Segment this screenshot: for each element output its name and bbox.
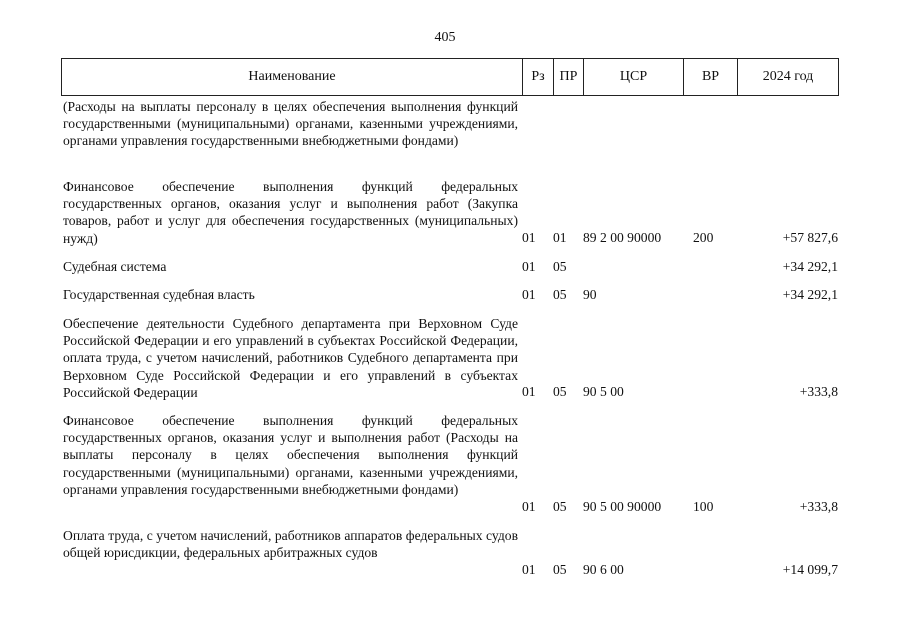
table-header (61, 58, 839, 96)
row-rz: 01 (522, 499, 536, 514)
row-pr: 05 (553, 562, 567, 577)
row-pr: 05 (553, 259, 567, 274)
row-pr: 05 (553, 499, 567, 514)
row-vr: 100 (693, 499, 714, 514)
row-csr: 90 5 00 (583, 384, 624, 399)
row-rz: 01 (522, 384, 536, 399)
row-amount: +333,8 (799, 499, 838, 514)
row-rz: 01 (522, 287, 536, 302)
row-csr: 90 6 00 (583, 562, 624, 577)
row-rz: 01 (522, 562, 536, 577)
row-name: Финансовое обеспечение выполнения функций федеральных государственных органов, оказания услуг и выполнения работ (Расходы на выплаты персоналу в целях обеспечения выполнения функций государственными (муниципальными) органами, казенными учреждениями, органами управления государственными внебюджетными фондами) (63, 413, 518, 497)
row-name: Судебная система (63, 259, 167, 274)
row-vr: 200 (693, 230, 714, 245)
header-csr: ЦСР (584, 59, 684, 95)
row-amount: +14 099,7 (782, 562, 838, 577)
row-name: (Расходы на выплаты персоналу в целях обеспечения выполнения функций государственными (муниципальными) органами, казенными учреждениями, органами управления государственными внебюджетными фондами) (63, 99, 518, 149)
row-csr: 90 (583, 287, 597, 302)
row-name: Государственная судебная власть (63, 287, 255, 302)
row-name: Оплата труда, с учетом начислений, работников аппаратов федеральных судов общей юрисдикции, федеральных арбитражных судов (63, 528, 518, 561)
page-number: 405 (434, 30, 456, 45)
row-name: Обеспечение деятельности Судебного департамента при Верховном Суде Российской Федерации и его управлений в субъектах Российской Федерации, оплата труда, с учетом начислений, работников Судебного департамента при Верховном Суде Российской Федерации и его управлений в субъектах Российской Федерации (63, 316, 518, 400)
row-name: Финансовое обеспечение выполнения функций федеральных государственных органов, оказания услуг и выполнения работ (Закупка товаров, работ и услуг для обеспечения государственных (муниципальных) нужд) (63, 179, 518, 246)
row-pr: 05 (553, 287, 567, 302)
row-amount: +34 292,1 (782, 287, 838, 302)
row-amount: +333,8 (799, 384, 838, 399)
row-amount: +57 827,6 (782, 230, 838, 245)
header-year: 2024 год (762, 69, 814, 84)
header-pr: ПР (554, 59, 584, 95)
row-pr: 05 (553, 384, 567, 399)
header-name: Наименование (62, 59, 523, 95)
row-amount: +34 292,1 (782, 259, 838, 274)
row-rz: 01 (522, 259, 536, 274)
header-vr: ВР (684, 59, 738, 95)
row-rz: 01 (522, 230, 536, 245)
header-rz: Рз (523, 59, 554, 95)
row-pr: 01 (553, 230, 567, 245)
row-csr: 90 5 00 90000 (583, 499, 662, 514)
row-csr: 89 2 00 90000 (583, 230, 662, 245)
